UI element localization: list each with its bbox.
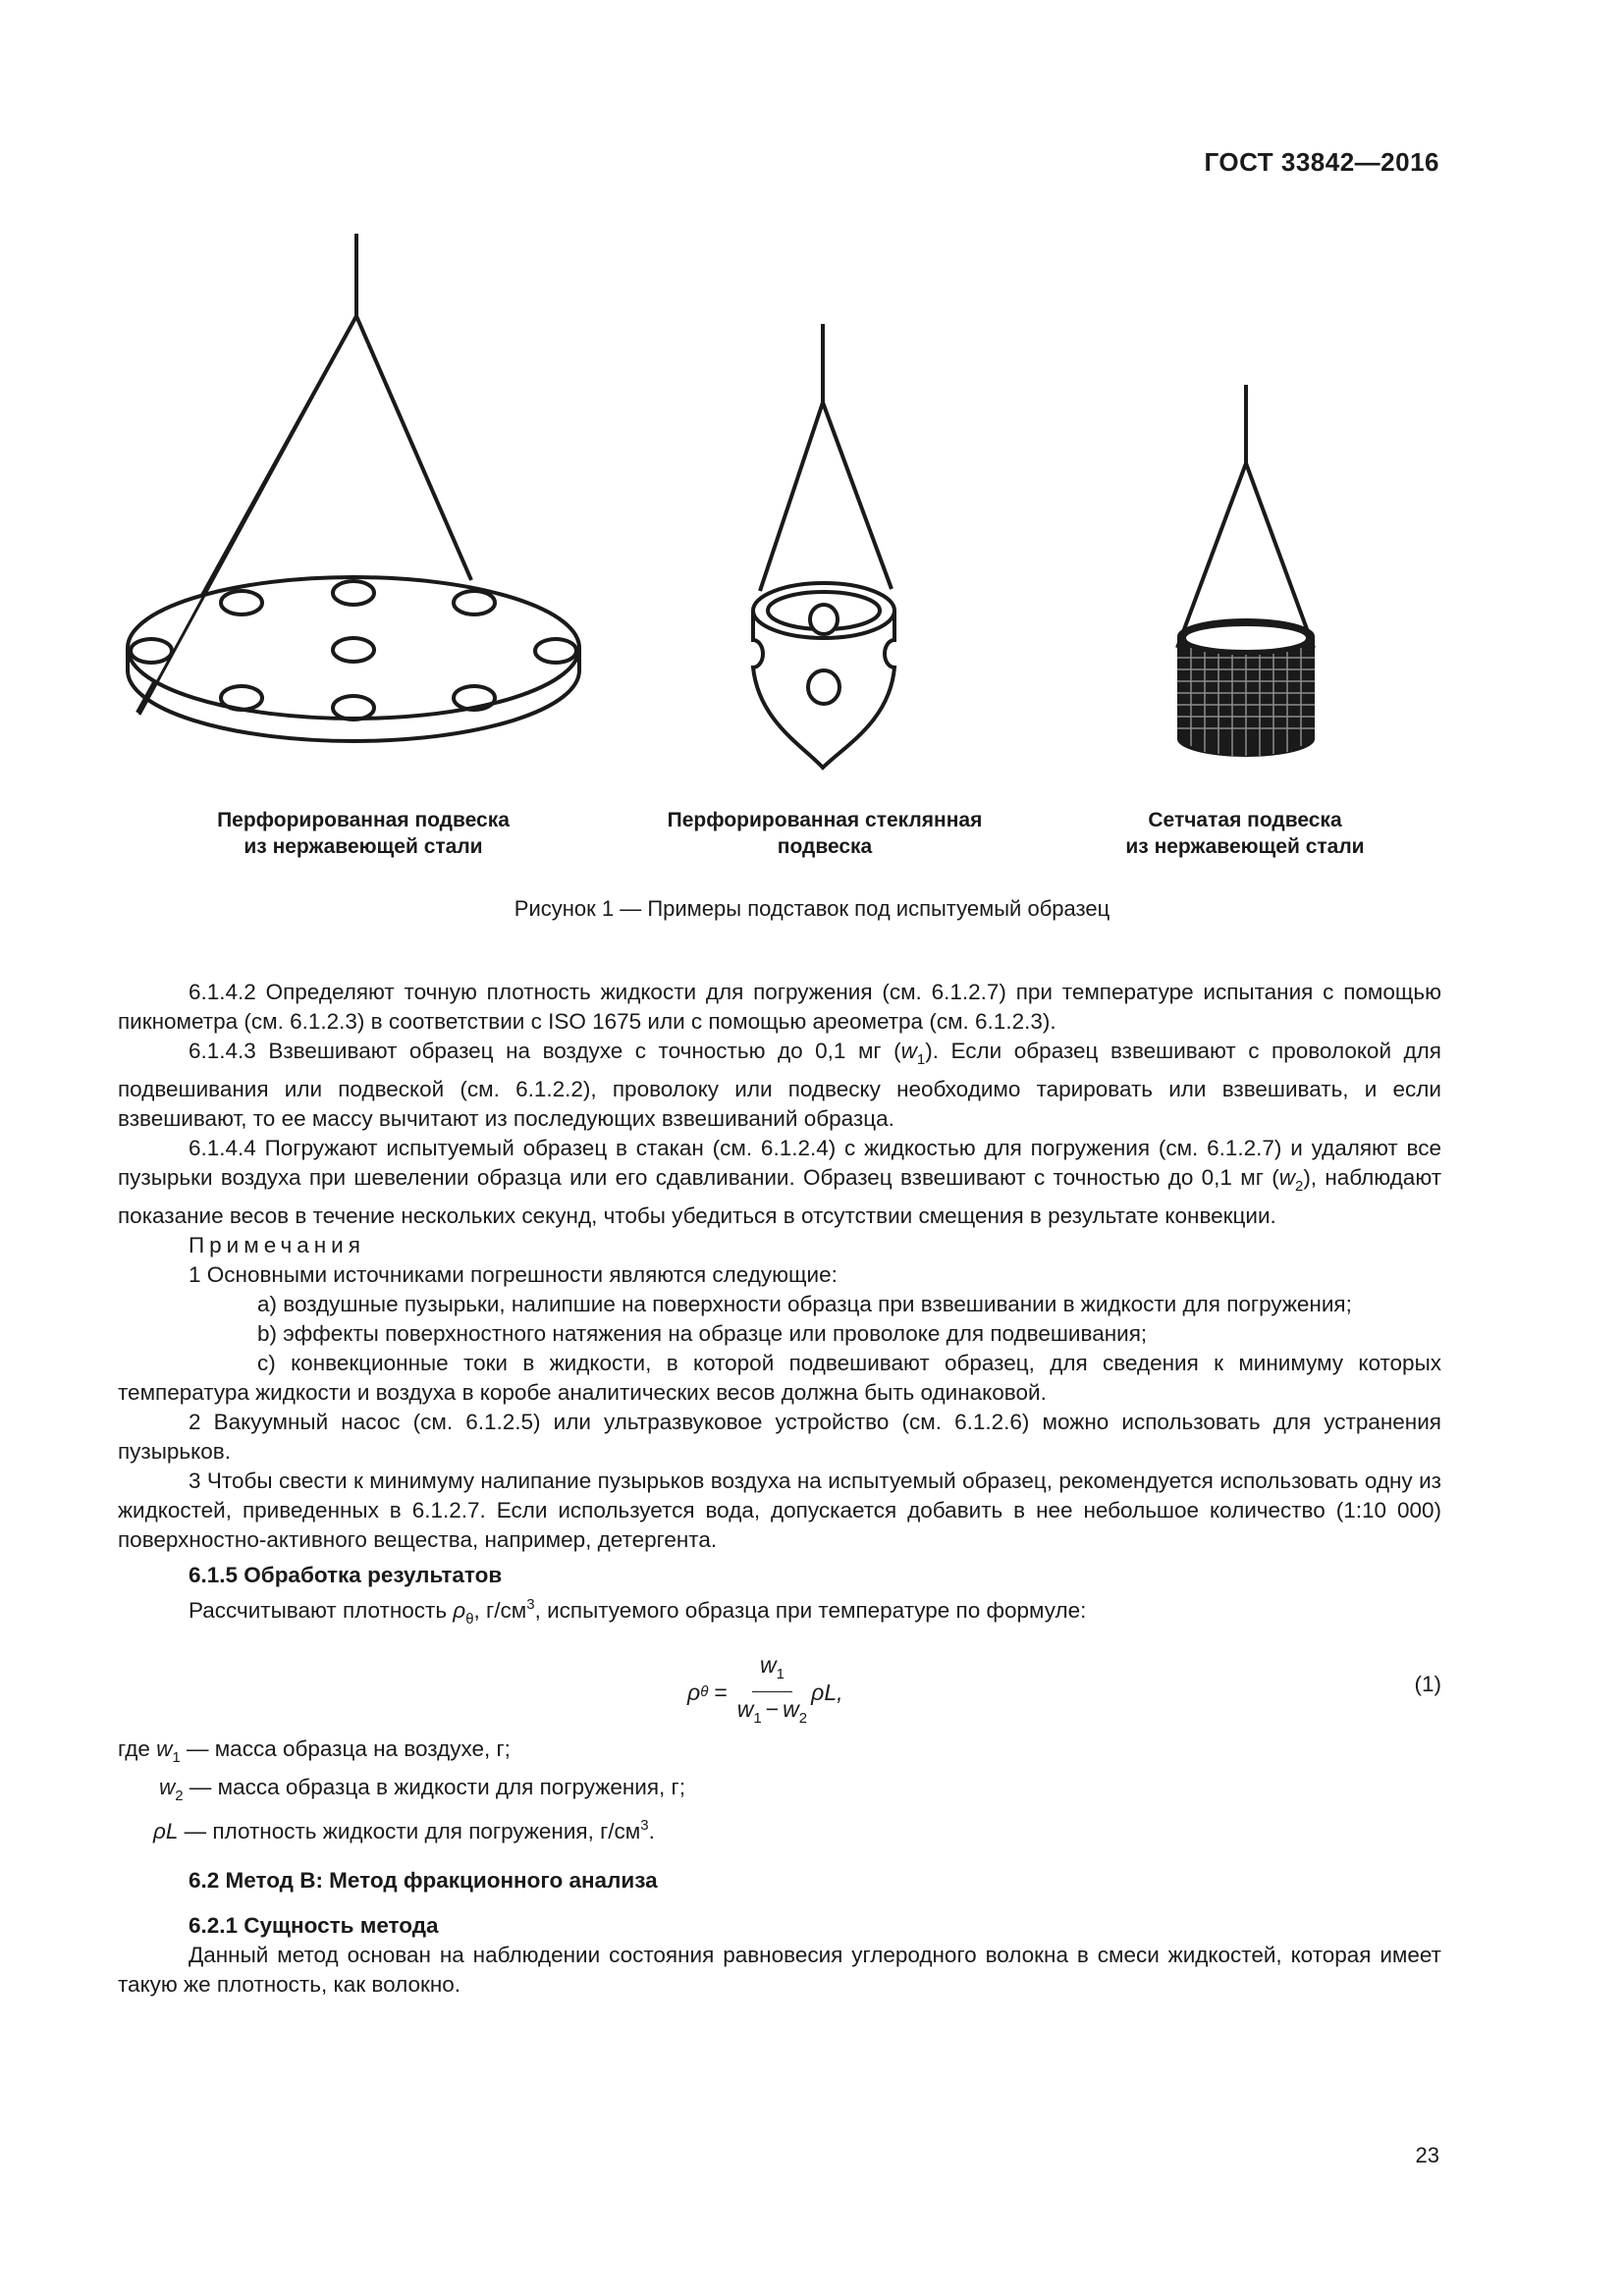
paragraph-6-1-4-4: 6.1.4.4 Погружают испытуемый образец в стакан (см. 6.1.2.4) с жидкостью для погружения (см. 6.1.2.7) и удаляют все пузырьки воздуха при шевелении образца или его сдавливании. Образец взвешивают с точностью до 0,1 мг $(w_2)$, наблюдают показание весов в течение нескольких секунд, чтобы убедиться в отсутствии смещения в результате конвекции. <box>118 1136 1442 1228</box>
caption-line: Перфорированная стеклянная <box>667 809 983 831</box>
caption-line: Перфорированная подвеска <box>217 809 510 831</box>
formula-1 <box>118 1640 1441 1735</box>
notes-heading: Примечания <box>189 1233 365 1257</box>
caption-mesh-steel <box>1068 807 1422 860</box>
note-1b: b) эффекты поверхностного натяжения на образце или проволоке для подвешивания; <box>257 1321 1148 1346</box>
paragraph-6-1-5: Рассчитывают плотность $\rho_\theta$, $г/см^3$, испытуемого образца при температуре по формуле: <box>189 1596 1087 1628</box>
document-body <box>118 978 1441 2000</box>
definition-w2: $w_2$ — масса образца в жидкости для погружения, г; <box>159 1775 685 1804</box>
caption-line: из нержавеющей стали <box>1125 835 1365 858</box>
caption-line: из нержавеющей стали <box>244 835 483 858</box>
page-number: 23 <box>1415 2143 1439 2167</box>
caption-perforated-steel <box>187 807 540 860</box>
formula-expression: ρ θ = $\frac{w_1}{w_1 - w_2}$ ρL, <box>687 1650 843 1734</box>
standard-header: ГОСТ 33842—2016 <box>1204 147 1439 177</box>
heading-6-1-5: 6.1.5 Обработка результатов <box>189 1563 503 1587</box>
heading-6-2-1: 6.2.1 Сущность метода <box>189 1913 439 1938</box>
figure-holders <box>116 226 1451 893</box>
note-2: 2 Вакуумный насос (см. 6.1.2.5) или ультразвуковое устройство (см. 6.1.2.6) можно использовать для устранения пузырьков. <box>118 1410 1441 1464</box>
formula-number: (1) <box>1414 1672 1441 1696</box>
perforated-steel-holder-icon <box>128 234 579 741</box>
note-1a: a) воздушные пузырьки, налипшие на поверхности образца при взвешивании в жидкости для погружения; <box>257 1292 1352 1316</box>
paragraph-6-2-1: Данный метод основан на наблюдении состояния равновесия углеродного волокна в смеси жидкостей, которая имеет такую же плотность, как волокно. <box>118 1943 1441 1997</box>
heading-6-2: 6.2 Метод В: Метод фракционного анализа <box>189 1868 658 1893</box>
caption-line: Сетчатая подвеска <box>1148 809 1342 831</box>
note-1: 1 Основными источниками погрешности являются следующие: <box>189 1262 838 1287</box>
perforated-glass-holder-icon <box>753 324 894 768</box>
definition-rhoL: ρL — плотность жидкости для погружения, $г/см^3$. <box>153 1817 655 1843</box>
caption-perforated-glass <box>648 807 1001 860</box>
mesh-steel-holder-icon <box>1177 385 1315 757</box>
definition-w1: где $w_1$ — масса образца на воздухе, г; <box>118 1736 511 1766</box>
paragraph-6-1-4-2: 6.1.4.2 Определяют точную плотность жидкости для погружения (см. 6.1.2.7) при температуре испытания с помощью пикнометра (см. 6.1.2.3) в соответствии с ISO 1675 или с помощью ареометра (см. 6.1.2.3). <box>118 980 1441 1034</box>
paragraph-6-1-4-3: 6.1.4.3 Взвешивают образец на воздухе с точностью до 0,1 мг $(w_1)$. Если образец взвешивают с проволокой для подвешивания или подвеской (см. 6.1.2.2), проволоку или подвеску необходимо тарировать или взвешивать, и если взвешивают, то ее массу вычитают из последующих взвешиваний образца. <box>118 1039 1441 1131</box>
note-3: 3 Чтобы свести к минимуму налипание пузырьков воздуха на испытуемый образец, рекомендуется использовать одну из жидкостей, приведенных в 6.1.2.7. Если используется вода, допускается добавить в нее небольшое количество (1:10 000) поверхностно-активного вещества, например, детергента. <box>118 1468 1441 1552</box>
formula-fraction: $\frac{w_1}{w_1 - w_2}$ <box>736 1652 808 1727</box>
formula-definitions <box>118 1735 1441 1846</box>
caption-line: подвеска <box>777 835 873 858</box>
figure-title: Рисунок 1 — Примеры подставок под испытуемый образец <box>514 896 1110 921</box>
note-1c: c) конвекционные токи в жидкости, в которой подвешивают образец, для сведения к минимуму которых температура жидкости и воздуха в коробе аналитических весов должна быть одинаковой. <box>118 1351 1441 1405</box>
